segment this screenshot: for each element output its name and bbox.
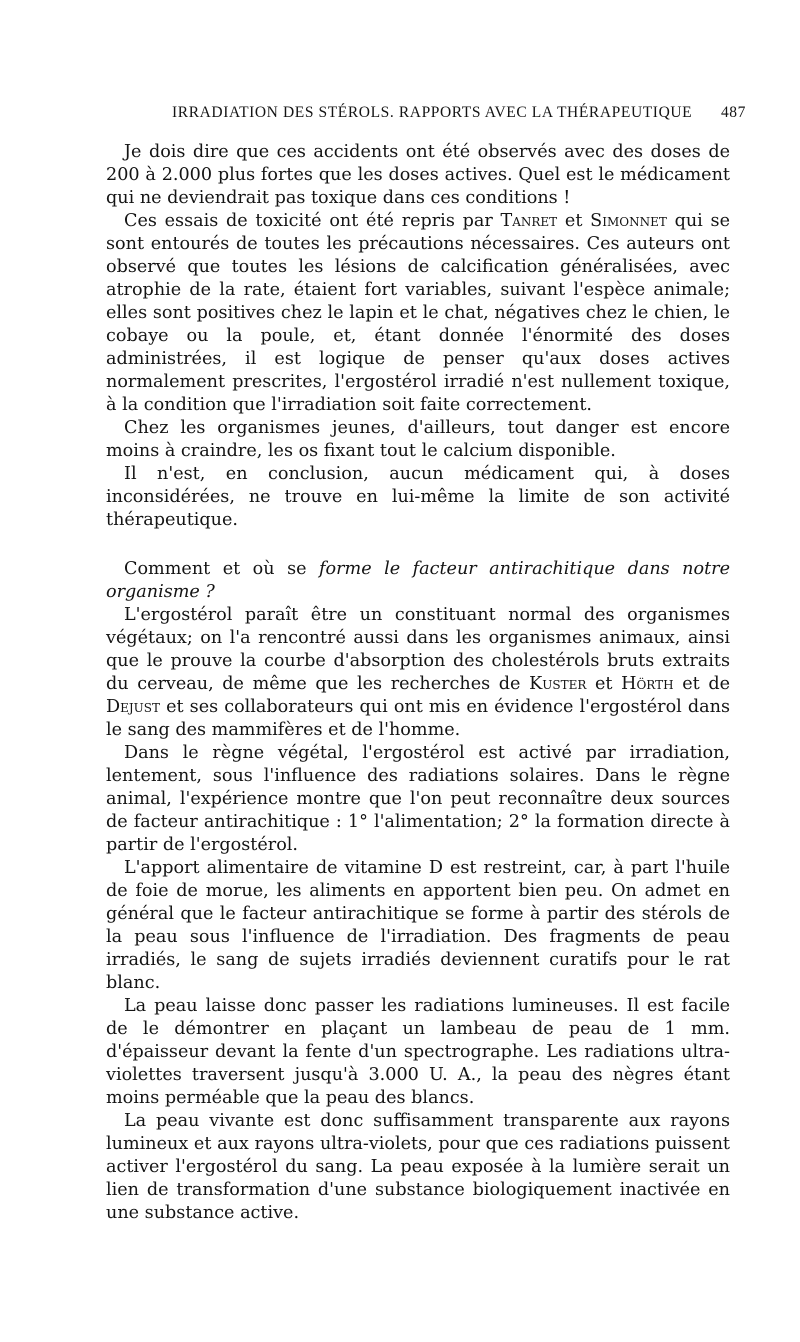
paragraph-living-skin: La peau vivante est donc suffisamment transparente aux rayons lumineux et aux rayons ultra-violets, pour que ces radiations puissent activer l'ergostérol du sang. La peau exposée à la lumière serait un lien de transformation d'une substance biologiquement inactivée en une substance active. bbox=[106, 1111, 730, 1223]
text-run: et de bbox=[673, 674, 730, 694]
author-name: Tanret bbox=[500, 211, 558, 231]
author-name: Kuster bbox=[529, 674, 587, 694]
paragraph-skin-radiation: La peau laisse donc passer les radiations lumineuses. Il est facile de le démontrer en plaçant un lambeau de peau de 1 mm. d'épaisseur devant la fente d'un spectrographe. Les radiations ultra-violettes traversent jusqu'à 3.000 U. A., la peau des nègres étant moins perméable que la peau des blancs. bbox=[106, 996, 730, 1108]
text-run: et bbox=[586, 674, 622, 694]
paragraph-toxicity-doses: Je dois dire que ces accidents ont été observés avec des doses de 200 à 2.000 plus fortes que les doses actives. Quel est le médicament qui ne deviendrait pas toxique dans ces conditions ! bbox=[106, 142, 730, 208]
paragraph-conclusion: Il n'est, en conclusion, aucun médicament qui, à doses inconsidérées, ne trouve en lui-même la limite de son activité thérapeutique. bbox=[106, 464, 730, 530]
section-question bbox=[106, 558, 730, 604]
text-run: qui se sont entourés de toutes les précautions nécessaires. Ces auteurs ont observé que toutes les lésions de calcification généralisées, avec atrophie de la rate, étaient fort variables, suivant l'espèce animale; elles sont positives chez le lapin et le chat, négatives chez le chien, le cobaye ou la poule, et, étant donnée l'énormité des doses administrées, il est logique de penser qu'aux doses actives normalement prescrites, l'ergostérol irradié n'est nullement toxique, à la condition que l'irradiation soit faite correctement. bbox=[106, 211, 730, 415]
author-name: Simonnet bbox=[590, 211, 667, 231]
author-name: Dejust bbox=[106, 697, 161, 717]
text-run: et ses collaborateurs qui ont mis en évidence l'ergostérol dans le sang des mammifères et de l'homme. bbox=[106, 697, 730, 740]
paragraph-young-organisms: Chez les organismes jeunes, d'ailleurs, tout danger est encore moins à craindre, les os fixant tout le calcium disponible. bbox=[106, 418, 730, 461]
page-number: 487 bbox=[720, 104, 746, 121]
text-run: Ces essais de toxicité ont été repris par bbox=[124, 211, 501, 231]
paragraph-tanret-simonnet bbox=[106, 210, 730, 417]
running-header bbox=[172, 104, 746, 126]
paragraph-plant-animal-kingdom: Dans le règne végétal, l'ergostérol est activé par irradiation, lentement, sous l'influence des radiations solaires. Dans le règne animal, l'expérience montre que l'on peut reconnaître deux sources de facteur antirachitique : 1° l'alimentation; 2° la formation directe à partir de l'ergostérol. bbox=[106, 743, 730, 855]
text-run: et bbox=[557, 211, 591, 231]
running-title: IRRADIATION DES STÉROLS. RAPPORTS AVEC LA THÉRAPEUTIQUE bbox=[172, 104, 693, 121]
paragraph-ergosterol-origin bbox=[106, 604, 730, 742]
italic-phrase: forme le facteur antirachitique dans notre organisme ? bbox=[106, 559, 730, 602]
text-run: Comment et où se bbox=[124, 559, 319, 579]
paragraph-vitamin-d-intake: L'apport alimentaire de vitamine D est restreint, car, à part l'huile de foie de morue, les aliments en apportent bien peu. On admet en général que le facteur antirachitique se forme à partir des stérols de la peau sous l'influence de l'irradiation. Des fragments de peau irradiés, le sang de sujets irradiés deviennent curatifs pour le rat blanc. bbox=[106, 858, 730, 993]
text-run: L'ergostérol paraît être un constituant normal des organismes végétaux; on l'a rencontré aussi dans les organismes animaux, ainsi que le prouve la courbe d'absorption des cholestérols bruts extraits du cerveau, de même que les recherches de bbox=[106, 605, 730, 694]
body-text bbox=[106, 141, 730, 1225]
author-name: Hörth bbox=[621, 674, 674, 694]
